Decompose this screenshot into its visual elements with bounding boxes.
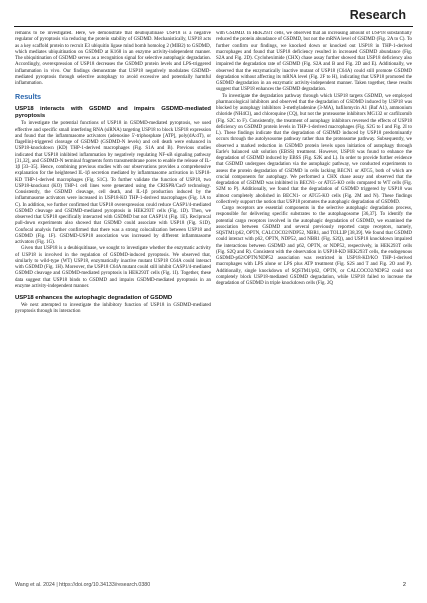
header-rule [14, 26, 413, 27]
paragraph-interaction-2: Given that USP18 is a deubiquitinase, we sought to investigate whether the enzymatic activity of USP18 is involved in the regulation of GSDMD-induced pyroptosis. We observed that, similarly to wild-type (WT) USP18, enzymatically inactive mutant USP18 C64A could interact with GSDMD (Fig. 1H). Moreover, the USP18 C64A mutant could still inhibit CASP1/4-mediated GSDMD cleavage and GSDMD-mediated pyroptosis in HEK293T cells (Fig. 1I). Together, these data suggest that USP18 binds to GSDMD and impairs GSDMD-mediated pyroptosis in an enzyme activity-independent manner. [15, 246, 211, 289]
paragraph-right-2: To investigate the degradation pathway through which USP18 targets GSDMD, we employed pharmacological inhibitors and observed that the degradation of GSDMD induced by USP18 was blocked by autophagy inhibitors 3-methyladenine (3-MA), bafilomycin A1 (Baf A1), ammonium chloride (NH4Cl), and chloroquine (CQ), but not the proteasome inhibitors MG132 or carfilzomib (Fig. S2C to F). Consistently, the treatment of autophagy inhibitors reversed the effects of USP18 deficiency on GSDMD protein levels in THP-1-derived macrophages (Fig. S2G to I and Fig. 2I to L). These findings indicate that the degradation of GSDMD induced by USP18 predominantly occurs through the autolysosome pathway rather than the proteasome pathway. Subsequently, we observed a marked reduction in GSDMD protein levels upon initiation of autophagy through Earle's balanced salt solution (EBSS) treatment. However, USP18 was found to enhance the degradation of GSDMD induced by EBSS (Fig. S2K and L). In order to provide further evidence that GSDMD undergoes degradation via the autophagic pathway, we conducted experiments to assess the protein degradation of GSDMD in cells lacking BECN1 or ATG5, both of which are crucial components for autophagy. We performed a CHX chase assay and observed that the degradation of GSDMD was inhibited in BECN1- or ATG5-KO cells compared to WT cells (Fig. S2M to P). Additionally, we found that the degradation of GSDMD triggered by USP18 was almost completely abolished in BECN1- or ATG5-KO cells (Fig. 2M and N). These findings collectively support the notion that USP18 promotes the autophagic degradation of GSDMD. [216, 93, 412, 205]
page-footer [15, 582, 412, 592]
results-heading: Results [15, 92, 41, 102]
footer-citation[interactable]: Wang et al. 2024 | https://doi.org/10.34133/research.0380 [15, 582, 151, 588]
subsection-heading-degradation: USP18 enhances the autophagic degradation of GSDMD [15, 295, 173, 301]
paragraph-degradation-1: We next attempted to investigate the inhibitory function of USP18 in GSDMD-mediated pyroptosis through its interaction [15, 303, 211, 315]
paragraph-right-1: with GSDMD. In HEK293T cells, we observed that an increasing amount of USP18 substantially reduced the protein abundance of GSDMD, but not the mRNA level of GSDMD (Fig. 2A to C). To further confirm our findings, we knocked down or knocked out USP18 in THP-1-derived macrophages and found that USP18 deficiency resulted in increased GSDMD abundance (Fig. S2A and Fig. 2D). Cycloheximide (CHX) chase assay further showed that USP18 deficiency also impaired the degradation rate of GSDMD (Fig. S2A and B and Fig. 2D and E). Additionally, we observed that the enzymatically inactive mutant of USP18 (C64A) could still promote GSDMD degradation without affecting its mRNA level (Fig. 2F to H), indicating that USP18 promoted the GSDMD degradation in an enzymatic activity-independent manner. Taken together, these results suggest that USP18 enhances the GSDMD degradation. [216, 31, 412, 93]
journal-name: Research [349, 8, 406, 22]
paragraph-interaction-1: To investigate the potential functions of USP18 in GSDMD-mediated pyroptosis, we used effective and specific small interfering RNA (siRNA) targeting USP18 to block USP18 expression and found that the inflammasome activators (adenosine 5'-triphosphate [ATP], poly(dA:dT), or flagellin)-triggered cleavage of GSDMD (GSDMD-N levels) and cell death were enhanced in USP18-knockdown (KD) THP-1-derived macrophages (Fig. S1A and B). Previous studies indicated that USP18 inhibited inflammation by negatively regulating NF-κB signaling pathway [31,32], and GSDMD-N terminal fragments form transmembrane pores to enable the release of IL-1β [33–35]. Hence, combining previous studies with our observations provides a comprehensive explanation for the heightened IL-1β secretion mediated by inflammasome activation in USP18-KD THP-1-derived macrophages (Fig. S1C). To further validate the function of USP18, two USP18-knockout (KO) THP-1 cell lines were generated using the CRISPR/Cas9 technology. Consistently, the GSDMD cleavage, cell death, and IL-1β production induced by the inflammasome activators were increased in USP18-KO THP-1-derived macrophages (Fig. 1A to C). In addition, we further confirmed that USP18 overexpression could reduce CASP1/4-mediated GSDMD cleavage and GSDMD-mediated pyroptosis in HEK293T cells (Fig. 1D). Then, we observed that USP18 specifically interacted with GSDMD but not CASP1/4 (Fig. 1E). Reciprocal pull-down experiments also showed that GSDMD could associate with USP18 (Fig. S1D). Confocal analysis further confirmed that there was a strong colocalization between USP18 and GSDMD (Fig. 1F). GSDMD-USP18 association was increased by different inflammasome activators (Fig. 1G). [15, 121, 211, 245]
paragraph-right-3: Cargo receptors are essential components in the selective autophagic degradation process, responsible for delivering specific substrates to the autophagosome [36,37]. To identify the potential cargo receptors involved in the autophagic degradation of GSDMD, we examined the association between GSDMD and several previously reported cargo receptors, namely, SQSTM1/p62, OPTN, CALCOCO2/NDP52, NBR1, and TOLLIP [38,39]. We found that GSDMD could interact with p62, OPTN, NDP52, and NBR1 (Fig. S2Q), and USP18 knockdown impaired the interactions between GSDMD and p62, OPTN, or NDP52, respectively, in HEK293T cells (Fig. S2Q and R). Consistent with the observation in USP18-KD HEK293T cells, the endogenous GSDMD-p62/OPTN/NDP52 association was restricted in USP18-KD/KO THP-1-derived macrophages with LPS alone or LPS plus ATP treatment (Fig. S2S and T and Fig. 2O and P). Additionally, single knockdown of SQSTM1/p62, OPTN, or CALCOCO2/NDP52 could not completely block USP18-mediated GSDMD degradation, while USP18 failed to increase the degradation of GSDMD in triple knockdown cells (Fig. 2Q [216, 206, 412, 286]
right-column [216, 31, 412, 576]
page-header [0, 0, 427, 26]
page-number: 2 [402, 582, 406, 588]
left-column [15, 31, 211, 576]
subsection-heading-interaction: USP18 interacts with GSDMD and impairs GSDMD-mediated pyroptosis [15, 106, 211, 120]
intro-paragraph: remains to be investigated. Here, we demonstrate that deubiquitinase USP18 is a negative regulator of pyroptosis via reducing the protein stability of GSDMD. Mechanistically, USP18 acts as a key scaffold protein to recruit E3 ubiquitin ligase mind bomb homolog 2 (MIB2) to GSDMD, which mediates ubiquitination on GSDMD at K168 in an enzyme activity-independent manner. The ubiquitination of GSDMD serves as a recognition signal for selective autophagic degradation. Accordingly, overexpression of USP18 decreases the GSDMD protein levels and LPS-triggered inflammation in vivo. Our findings demonstrate that USP18 negatively modulates GSDMD-mediated pyroptosis through selective autophagy to avoid excessive and potentially harmful inflammation. [15, 31, 211, 86]
